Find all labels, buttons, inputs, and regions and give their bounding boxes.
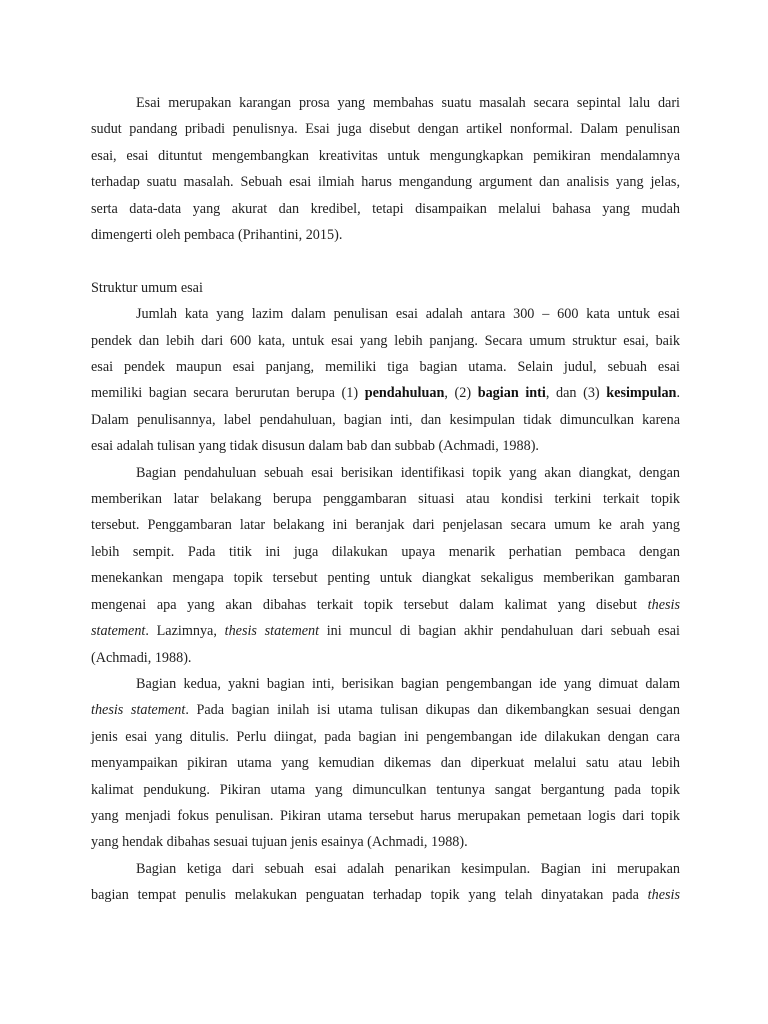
body-paragraph bbox=[91, 671, 680, 856]
text-line: tersebut. Penggambaran latar belakang ini beranjak dari penjelasan secara umum ke arah yang bbox=[91, 517, 680, 534]
text-run: . Lazimnya, bbox=[145, 623, 225, 640]
text-line: Jumlah kata yang lazim dalam penulisan esai adalah antara 300 – 600 kata untuk esai bbox=[136, 306, 680, 323]
text-line: yang menjadi fokus penulisan. Pikiran utama tersebut harus merupakan pemetaan logis dari topik bbox=[91, 807, 680, 824]
text-run: , (2) bbox=[444, 385, 478, 402]
intro-paragraph bbox=[91, 90, 680, 248]
text-line: esai, esai dituntut mengembangkan kreativitas untuk mengungkapkan pemikiran mendalamnya bbox=[91, 147, 680, 164]
text-line: esai adalah tulisan yang tidak disusun dalam bab dan subbab (Achmadi, 1988). bbox=[91, 438, 539, 455]
text-line: esai pendek maupun esai panjang, memiliki tiga bagian utama. Selain judul, sebuah esai bbox=[91, 359, 680, 376]
text-line bbox=[91, 882, 680, 908]
bold-term-pendahuluan: pendahuluan bbox=[364, 385, 445, 402]
text-line: pendek dan lebih dari 600 kata, untuk esai yang lebih panjang. Secara umum struktur esai, baik bbox=[91, 332, 680, 349]
text-line: jenis esai yang ditulis. Perlu diingat, pada bagian ini pengembangan ide dilakukan dengan cara bbox=[91, 728, 680, 745]
text-line bbox=[91, 697, 680, 723]
italic-term: thesis statement bbox=[91, 702, 186, 719]
text-line: Bagian kedua, yakni bagian inti, berisikan bagian pengembangan ide yang dimuat dalam bbox=[136, 675, 680, 692]
italic-term: thesis statement bbox=[224, 623, 320, 640]
text-line: Bagian ketiga dari sebuah esai adalah penarikan kesimpulan. Bagian ini merupakan bbox=[136, 860, 680, 877]
text-line: serta data-data yang akurat dan kredibel, tetapi disampaikan melalui bahasa yang mudah bbox=[91, 200, 680, 217]
text-line: memberikan latar belakang berupa penggambaran situasi atau kondisi terkini terkait topik bbox=[91, 491, 680, 508]
structure-paragraph bbox=[91, 301, 680, 459]
text-line: terhadap suatu masalah. Sebuah esai ilmiah harus mengandung argument dan analisis yang jelas, bbox=[91, 174, 680, 191]
introduction-paragraph bbox=[91, 460, 680, 671]
text-line: (Achmadi, 1988). bbox=[91, 649, 192, 666]
text-run: , dan (3) bbox=[545, 385, 607, 402]
text-line: Dalam penulisannya, label pendahuluan, bagian inti, dan kesimpulan tidak dimunculkan karena bbox=[91, 411, 680, 428]
bold-term-kesimpulan: kesimpulan bbox=[606, 385, 677, 402]
text-line: kalimat pendukung. Pikiran utama yang dimunculkan tentunya sangat bergantung pada topik bbox=[91, 781, 680, 798]
text-line bbox=[91, 618, 680, 644]
text-run: ini muncul di bagian akhir pendahuluan dari sebuah esai bbox=[319, 623, 680, 640]
conclusion-paragraph bbox=[91, 856, 680, 909]
text-run: mengenai apa yang akan dibahas terkait topik tersebut dalam kalimat yang disebut bbox=[91, 596, 648, 613]
text-run: bagian tempat penulis melakukan penguatan terhadap topik yang telah dinyatakan pada bbox=[91, 887, 648, 904]
italic-term: thesis bbox=[647, 596, 680, 613]
text-line: Bagian pendahuluan sebuah esai berisikan identifikasi topik yang akan diangkat, dengan bbox=[136, 464, 680, 481]
text-line: sudut pandang pribadi penulisnya. Esai juga disebut dengan artikel nonformal. Dalam penulisan bbox=[91, 121, 680, 138]
text-line: Esai merupakan karangan prosa yang membahas suatu masalah secara sepintal lalu dari bbox=[136, 95, 680, 111]
section-heading-block bbox=[91, 275, 680, 301]
text-line: yang hendak dibahas sesuai tujuan jenis esainya (Achmadi, 1988). bbox=[91, 834, 468, 851]
text-line: lebih sempit. Pada titik ini juga dilakukan upaya menarik perhatian pembaca dengan bbox=[91, 543, 680, 560]
text-run: . Pada bagian inilah isi utama tulisan dikupas dan dikembangkan sesuai dengan bbox=[185, 702, 680, 719]
text-line bbox=[91, 380, 680, 406]
text-run: . bbox=[676, 385, 680, 402]
text-line: dimengerti oleh pembaca (Prihantini, 2015). bbox=[91, 227, 343, 244]
text-line: menekankan mengapa topik tersebut penting untuk diangkat sekaligus memberikan gambaran bbox=[91, 570, 680, 587]
text-run: memiliki bagian secara berurutan berupa (1) bbox=[91, 385, 365, 402]
bold-term-bagian-inti: bagian inti bbox=[477, 385, 546, 402]
paragraph-gap bbox=[91, 248, 680, 274]
text-line: menyampaikan pikiran utama yang kemudian dikemas dan diperkuat melalui satu atau lebih bbox=[91, 755, 680, 772]
text-line bbox=[91, 592, 680, 618]
italic-term: thesis bbox=[647, 887, 680, 904]
section-heading: Struktur umum esai bbox=[91, 279, 203, 296]
italic-term: statement bbox=[91, 623, 146, 640]
